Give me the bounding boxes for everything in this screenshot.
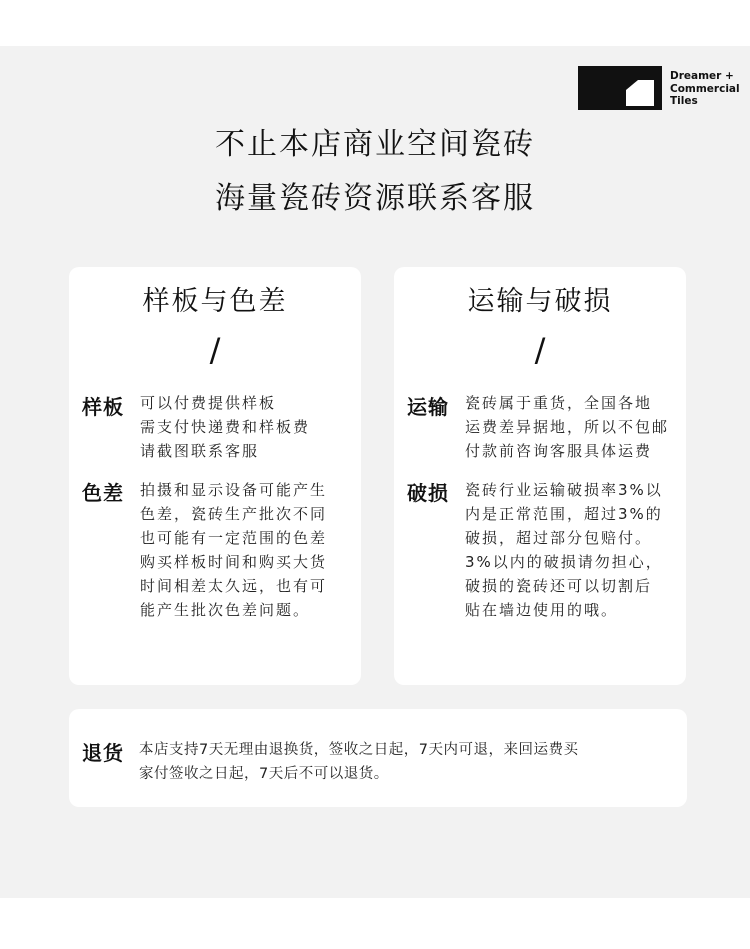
card-shipping-damage: [394, 267, 686, 685]
desc-line: 3%以内的破损请勿担心，: [465, 553, 663, 571]
desc-sample: [140, 391, 310, 463]
term-shipping: 运输: [407, 395, 449, 419]
desc-line: 色差，瓷砖生产批次不同: [140, 505, 328, 523]
desc-line: 本店支持7天无理由退换货，签收之日起，7天内可退，来回运费买: [139, 742, 579, 758]
desc-line: 需支付快递费和样板费: [140, 418, 311, 436]
desc-returns: [139, 738, 578, 786]
desc-line: 贴在墙边使用的哦。: [465, 601, 619, 619]
desc-line: 可以付费提供样板: [140, 394, 277, 412]
desc-line: 瓷砖行业运输破损率3%以: [465, 481, 663, 499]
term-color-diff: 色差: [82, 481, 124, 505]
term-damage: 破损: [407, 481, 449, 505]
headline-line-2: 海量瓷砖资源联系客服: [215, 181, 535, 216]
term-sample: 样板: [82, 395, 124, 419]
brand-name: [670, 70, 748, 108]
card-title: 运输与破损: [467, 286, 613, 317]
card-returns: [69, 709, 687, 807]
brand-line-2: Commercial: [670, 82, 740, 95]
desc-line: 瓷砖属于重货，全国各地: [465, 394, 653, 412]
logo-mark: [578, 66, 662, 110]
brand-line-1: Dreamer +: [670, 70, 734, 82]
desc-line: 购买样板时间和购买大货: [140, 553, 328, 571]
desc-shipping: [465, 391, 669, 463]
desc-line: 能产生批次色差问题。: [140, 601, 311, 619]
card-title: 样板与色差: [142, 286, 288, 317]
headline: [0, 118, 750, 226]
card-divider: /: [209, 331, 221, 369]
brand-logo: [578, 66, 662, 110]
desc-line: 内是正常范围，超过3%的: [465, 505, 663, 523]
desc-line: 拍摄和显示设备可能产生: [140, 481, 328, 499]
desc-line: 付款前咨询客服具体运费: [465, 442, 653, 460]
desc-damage: [465, 478, 663, 622]
desc-line: 破损的瓷砖还可以切割后: [465, 577, 653, 595]
card-divider: /: [534, 331, 546, 369]
card-sample-color: [69, 267, 361, 685]
desc-line: 破损，超过部分包赔付。: [465, 529, 653, 547]
desc-line: 运费差异据地，所以不包邮: [465, 418, 670, 436]
brand-line-3: Tiles: [670, 95, 698, 107]
desc-line: 时间相差太久远，也有可: [140, 577, 328, 595]
desc-line: 家付签收之日起，7天后不可以退货。: [139, 766, 389, 782]
desc-line: 请截图联系客服: [140, 442, 260, 460]
desc-line: 也可能有一定范围的色差: [140, 529, 328, 547]
term-returns: 退货: [82, 741, 124, 765]
headline-line-1: 不止本店商业空间瓷砖: [215, 127, 535, 162]
desc-color-diff: [140, 478, 327, 622]
